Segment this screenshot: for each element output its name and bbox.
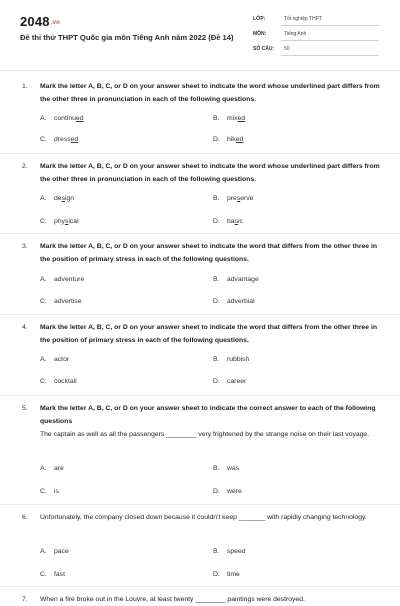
question-instruction: Mark the letter A, B, C, or D on your answer sheet to indicate the word whose underlined part differs from the other three in pronunciation in each of the following questions. [40,163,380,183]
question-number: 6. [22,514,28,521]
option-letter: C. [40,218,47,225]
option-text: adventure [54,276,85,283]
option-letter: A. [40,115,47,122]
question-number: 5. [22,405,28,412]
question-number: 2. [22,163,28,170]
option-letter: B. [213,548,220,555]
header-divider [0,70,400,71]
question-3 [0,240,400,263]
answer-option[interactable] [213,487,242,497]
answer-option[interactable] [40,547,69,557]
option-text: are [54,465,64,472]
answer-option[interactable] [40,570,65,580]
option-letter: D. [213,136,220,143]
answer-option[interactable] [213,464,239,474]
option-letter: B. [213,115,220,122]
option-text: advertise [54,298,82,305]
answer-option[interactable] [40,487,59,497]
meta-value: 50 [284,46,290,52]
option-letter: C. [40,488,47,495]
answer-option[interactable] [213,194,253,204]
option-letter: B. [213,276,220,283]
option-underlined: s [61,195,65,202]
answer-option[interactable] [40,135,78,145]
option-letter: D. [213,218,220,225]
option-text: dress [54,136,71,143]
option-text: continu [54,115,76,122]
answer-option[interactable] [213,275,259,285]
option-letter: A. [40,548,47,555]
option-text: rubbish [227,356,250,363]
option-text: fast [54,571,65,578]
answer-option[interactable] [40,275,84,285]
question-6 [0,511,400,521]
question-instruction: Mark the letter A, B, C, or D on your answer sheet to indicate the word whose underlined part differs from the other three in pronunciation in each of the following questions. [40,83,380,103]
question-divider [0,153,400,154]
answer-option[interactable] [40,377,77,387]
option-letter: C. [40,298,47,305]
option-letter: B. [213,465,220,472]
option-text: pace [54,548,69,555]
question-2 [0,160,400,183]
question-divider [0,314,400,315]
question-divider [0,233,400,234]
question-5 [0,402,400,438]
option-letter: C. [40,378,47,385]
option-underlined: s [234,218,238,225]
option-letter: B. [213,356,220,363]
option-text-tail: ign [64,195,75,202]
question-4 [0,321,400,344]
meta-underline [281,40,379,41]
option-letter: D. [213,298,220,305]
meta-label: LỚP: [253,16,266,22]
option-letter: B. [213,195,220,202]
option-text-tail: ic [237,218,243,225]
option-text: speed [227,548,246,555]
question-instruction: Mark the letter A, B, C, or D on your answer sheet to indicate the correct answer to each of the following questions [40,405,376,425]
option-underlined: ed [235,136,244,143]
option-letter: D. [213,571,220,578]
option-text: cocktail [54,378,77,385]
meta-value: Tốt nghiệp THPT [284,16,322,22]
answer-option[interactable] [213,297,255,307]
meta-label: MÔN: [253,31,267,37]
answer-option[interactable] [40,217,79,227]
question-divider [0,586,400,587]
option-underlined: ed [70,136,79,143]
option-letter: C. [40,571,47,578]
meta-subject [253,29,379,41]
option-text: adverbial [227,298,255,305]
question-divider [0,395,400,396]
question-stem: When a fire broke out in the Louvre, at least twenty ________ paintings were destroyed. [40,596,305,603]
option-letter: D. [213,488,220,495]
option-letter: D. [213,378,220,385]
option-underlined: ed [237,115,246,122]
meta-label: SỐ CÂU: [253,46,275,52]
question-number: 7. [22,596,28,603]
logo-suffix: .vn [50,19,61,26]
option-letter: A. [40,276,47,283]
meta-value: Tiếng Anh [284,31,307,37]
answer-option[interactable] [40,297,82,307]
answer-option[interactable] [213,217,243,227]
option-text: hik [227,136,236,143]
answer-option[interactable] [40,194,74,204]
option-letter: C. [40,136,47,143]
answer-option[interactable] [213,570,240,580]
option-letter: A. [40,465,47,472]
meta-count [253,44,379,56]
option-text: was [227,465,240,472]
logo-text: 2048 [20,14,50,29]
meta-underline [281,55,379,56]
option-underlined: s [236,195,241,202]
option-text: career [227,378,247,385]
question-number: 1. [22,83,28,90]
question-instruction: Mark the letter A, B, C, or D on your answer sheet to indicate the word that differs from the other three in the position of primary stress in each of the following questions. [40,324,377,344]
option-underlined: ed [75,115,84,122]
option-underlined: s [64,218,69,225]
option-text: mix [227,115,238,122]
option-letter: A. [40,195,47,202]
option-text-tail: erve [240,195,254,202]
answer-option[interactable] [40,355,69,365]
question-stem: The captain as well as all the passengers ________ very frightened by the strange noise on their last voyage. [40,431,370,438]
option-text: advantage [227,276,259,283]
answer-option[interactable] [213,355,249,365]
option-text: time [227,571,240,578]
page-header [0,0,400,64]
option-text: actor [54,356,70,363]
option-text: ba [227,218,235,225]
question-7 [0,593,400,603]
option-letter: A. [40,356,47,363]
site-logo[interactable] [20,14,60,29]
option-text: de [54,195,62,202]
option-text: pre [227,195,237,202]
answer-option[interactable] [40,464,64,474]
question-number: 4. [22,324,28,331]
question-stem: Unfortunately, the company closed down because it couldn't keep _______ with rapidly changing technology. [40,514,367,521]
option-text: is [54,488,59,495]
answer-option[interactable] [213,547,246,557]
answer-option[interactable] [213,377,246,387]
option-text-tail: ical [68,218,79,225]
meta-class [253,14,379,26]
question-instruction: Mark the letter A, B, C, or D on your answer sheet to indicate the word that differs from the other three in the position of primary stress in each of the following questions. [40,243,377,263]
option-text: phy [54,218,65,225]
option-text: were [227,488,242,495]
question-number: 3. [22,243,28,250]
answer-option[interactable] [213,114,245,124]
question-divider [0,504,400,505]
answer-option[interactable] [40,114,83,124]
exam-title: Đề thi thử THPT Quốc gia môn Tiếng Anh năm 2022 (Đề 14) [20,33,234,42]
meta-underline [281,25,379,26]
answer-option[interactable] [213,135,243,145]
question-1 [0,80,400,103]
